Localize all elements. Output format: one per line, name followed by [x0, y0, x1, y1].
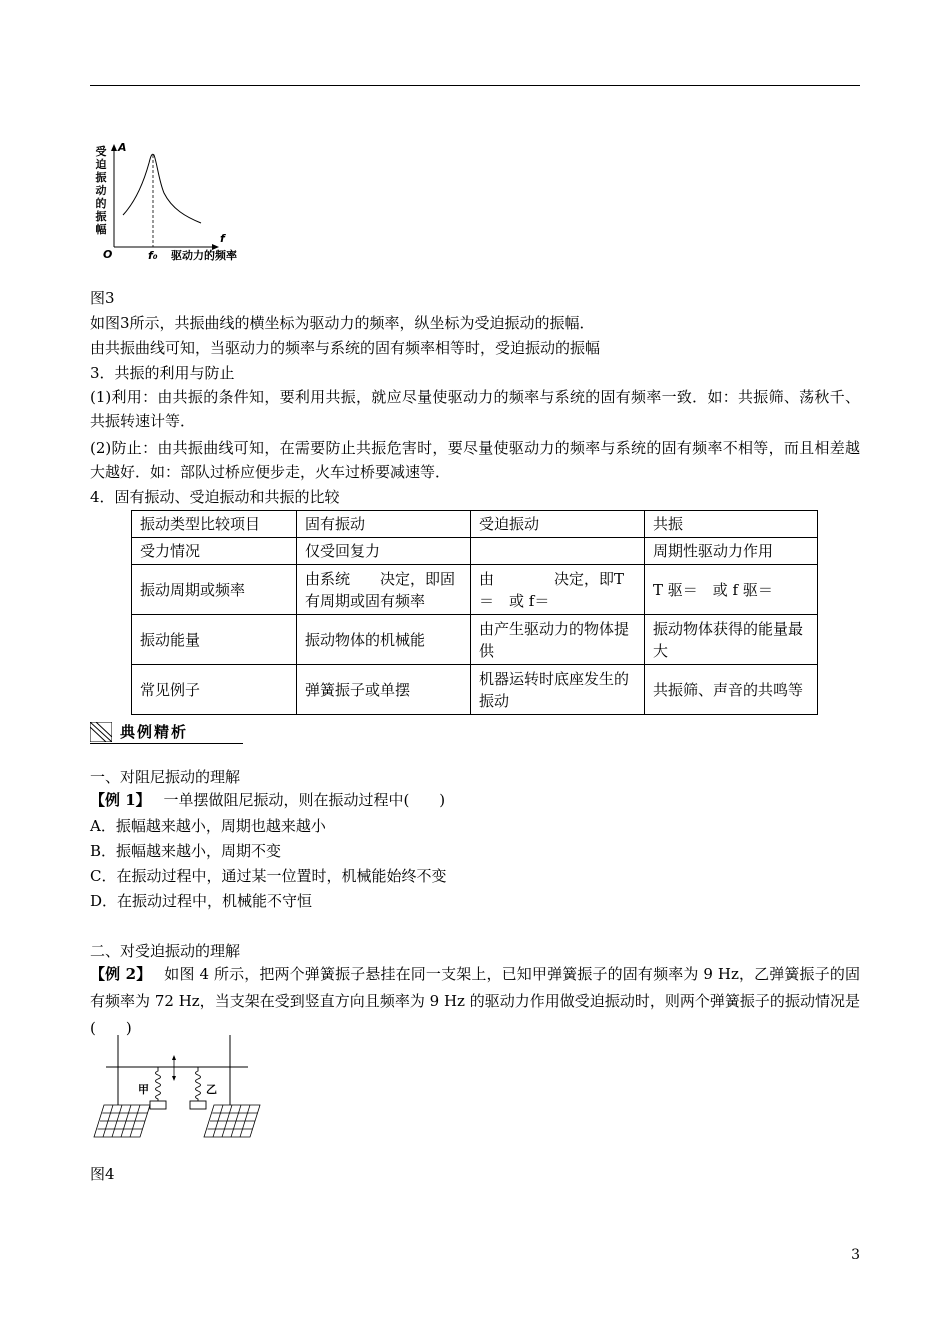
table-cell: 受迫振动	[471, 511, 645, 538]
y-axis-label-char: 幅	[95, 223, 107, 236]
table-row	[132, 665, 818, 715]
paragraph-3: (1)利用：由共振的条件知，要利用共振，就应尽量使驱动力的频率与系统的固有频率一致．如：共振筛、荡秋千、共振转速计等．	[90, 388, 860, 430]
spring-oscillators-figure	[88, 1035, 268, 1145]
table-cell: 振动周期或频率	[132, 565, 297, 615]
spring-yi	[196, 1067, 201, 1101]
y-axis-label-char: 振	[95, 171, 107, 184]
q2-stem: 如图 4 所示，把两个弹簧振子悬挂在同一支架上，已知甲弹簧振子的固有频率为 9 Hz，乙弹簧振子的固有频率为 72 Hz，当支架在受到竖直方向且频率为 9 Hz 的驱动力作用做受迫振动时，则两个弹簧振子的振动情况是( )	[90, 965, 860, 1037]
table-cell: 振动物体获得的能量最大	[645, 615, 818, 665]
table-cell: 仅受回复力	[297, 538, 471, 565]
section-header	[90, 720, 243, 744]
mass-jia	[150, 1101, 166, 1109]
label-yi: 乙	[206, 1083, 217, 1096]
table-row	[132, 511, 818, 538]
resonance-curve	[123, 154, 201, 223]
table-cell: 机器运转时底座发生的振动	[471, 665, 645, 715]
resonance-curve-figure	[88, 135, 258, 265]
figure-4-caption: 图4	[90, 1165, 115, 1183]
paragraph-1: 如图3所示，共振曲线的横坐标为驱动力的频率，纵坐标为受迫振动的振幅．	[90, 314, 595, 332]
oscillation-arrow-up	[172, 1055, 176, 1060]
paragraph-4: (2)防止：由共振曲线可知，在需要防止共振危害时，要尽量使驱动力的频率与系统的固有频率不相等，而且相差越大越好．如：部队过桥应便步走，火车过桥要减速等．	[90, 439, 860, 481]
y-axis-arrow	[111, 144, 117, 151]
figure-3-caption: 图3	[90, 289, 115, 307]
comparison-table	[131, 510, 818, 715]
table-cell: 受力情况	[132, 538, 297, 565]
y-axis-var: A	[118, 141, 127, 154]
ground-grid-right	[204, 1105, 260, 1137]
table-row	[132, 565, 818, 615]
page-number: 3	[851, 1247, 860, 1263]
header-rule	[90, 85, 860, 86]
table-cell: 由系统 决定，即固有周期或固有频率	[297, 565, 471, 615]
q2-heading: 二、对受迫振动的理解	[90, 942, 241, 960]
table-cell: 固有振动	[297, 511, 471, 538]
q1-stem: 一单摆做阻尼振动，则在振动过程中( )	[163, 791, 446, 809]
q1-option-c: C．在振动过程中，通过某一位置时，机械能始终不变	[90, 867, 447, 885]
table-cell: 常见例子	[132, 665, 297, 715]
spring-jia	[156, 1067, 161, 1101]
ground-grid-left	[94, 1105, 150, 1137]
table-row	[132, 538, 818, 565]
origin-label: O	[103, 248, 113, 261]
q2-question	[90, 961, 860, 1042]
table-cell: T 驱＝ 或 f 驱＝	[645, 565, 818, 615]
table-cell: 由 决定，即T＝ 或 f＝	[471, 565, 645, 615]
heading-3: 3．共振的利用与防止	[90, 364, 235, 382]
heading-4: 4．固有振动、受迫振动和共振的比较	[90, 488, 340, 506]
section-underline	[90, 743, 243, 744]
table-cell: 共振	[645, 511, 818, 538]
peak-frequency-label: f₀	[148, 249, 158, 262]
table-cell: 共振筛、声音的共鸣等	[645, 665, 818, 715]
table-cell: 振动能量	[132, 615, 297, 665]
table-cell: 振动物体的机械能	[297, 615, 471, 665]
y-axis-label-char: 振	[95, 210, 107, 223]
y-axis-label-char: 受	[95, 145, 107, 158]
mass-yi	[190, 1101, 206, 1109]
table-cell: 振动类型比较项目	[132, 511, 297, 538]
section-marker-icon	[90, 722, 112, 742]
y-axis-label-char: 的	[95, 197, 107, 210]
y-axis-label-char: 迫	[95, 158, 107, 171]
paragraph-2: 由共振曲线可知，当驱动力的频率与系统的固有频率相等时，受迫振动的振幅	[90, 339, 601, 357]
q1-option-d: D．在振动过程中，机械能不守恒	[90, 892, 313, 910]
q1-tag: 【例 1】	[90, 791, 151, 809]
table-cell	[471, 538, 645, 565]
label-jia: 甲	[138, 1083, 149, 1096]
q1-heading: 一、对阻尼振动的理解	[90, 768, 241, 786]
q1-option-a: A．振幅越来越小，周期也越来越小	[90, 817, 326, 835]
q1-option-b: B．振幅越来越小，周期不变	[90, 842, 282, 860]
x-axis-label: 驱动力的频率	[171, 249, 237, 262]
table-row	[132, 615, 818, 665]
q2-tag: 【例 2】	[90, 965, 152, 983]
y-axis-label-char: 动	[95, 184, 107, 197]
table-cell: 周期性驱动力作用	[645, 538, 818, 565]
oscillation-arrow-down	[172, 1076, 176, 1081]
q1-question	[90, 789, 445, 811]
x-axis-var: f	[220, 232, 225, 245]
table-cell: 弹簧振子或单摆	[297, 665, 471, 715]
section-title: 典例精析	[120, 723, 189, 741]
table-cell: 由产生驱动力的物体提供	[471, 615, 645, 665]
y-axis-label	[95, 144, 108, 236]
